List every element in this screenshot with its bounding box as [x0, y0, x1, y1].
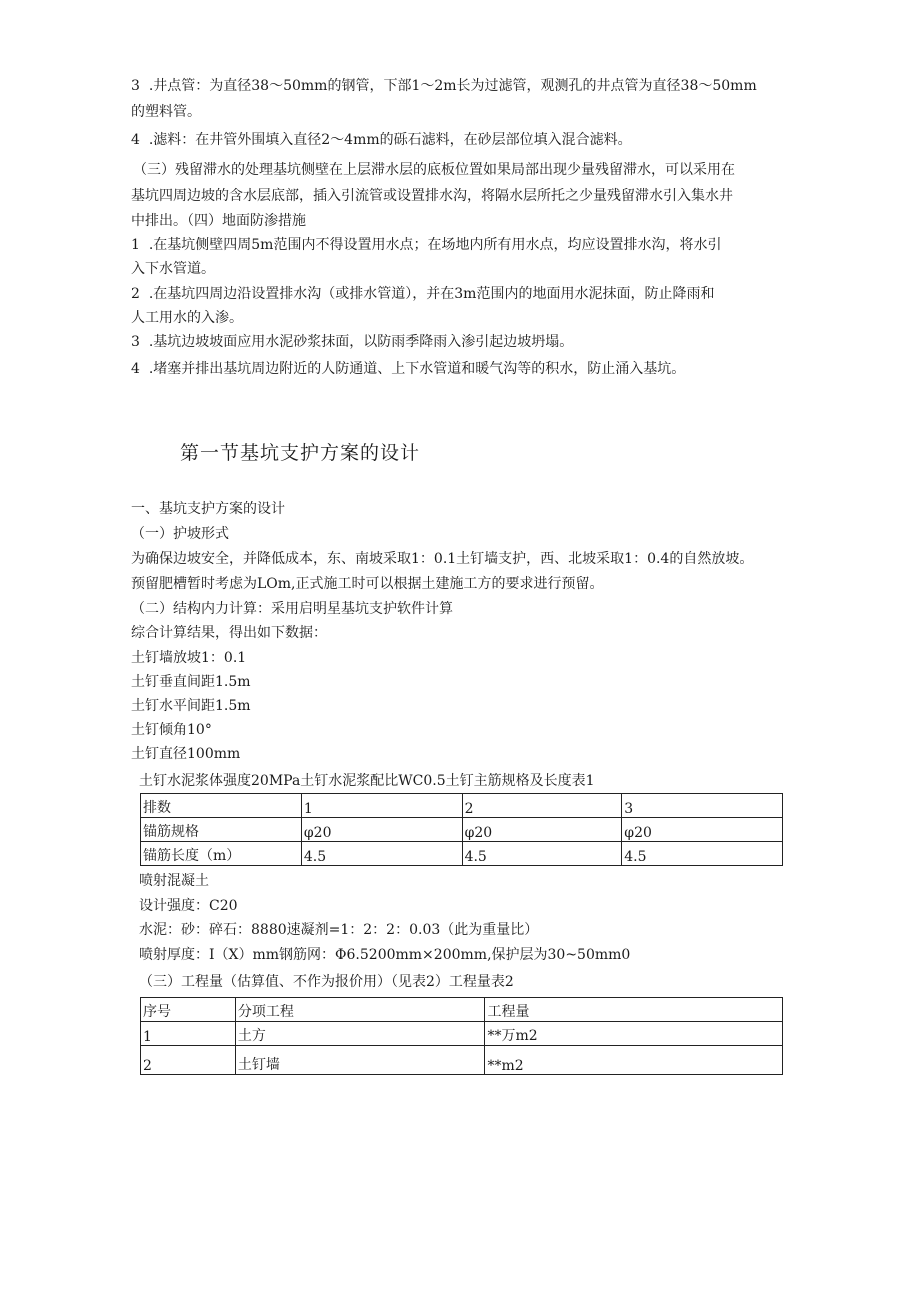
- item-3-line1: 3 .井点管：为直径38～50mm的钢管，下部1～2m长为过滤管，观测孔的井点管为直径38～50mm: [131, 78, 757, 94]
- table-row: [141, 818, 783, 842]
- table-row: [141, 794, 783, 818]
- table-cell: 分项工程: [235, 998, 485, 1022]
- item-3-line2: 的塑料管。: [131, 104, 201, 120]
- shotcrete-strength: 设计强度：C20: [139, 898, 238, 914]
- data-line-1: 土钉墙放坡1：0.1: [131, 650, 247, 666]
- table-cell: 2: [462, 794, 622, 818]
- calc-result-intro: 综合计算结果，得出如下数据：: [131, 625, 327, 641]
- table-cell: 4.5: [622, 842, 783, 866]
- table-row: [141, 1046, 783, 1075]
- table-cell: 工程量: [485, 998, 783, 1022]
- table-cell: 土方: [235, 1022, 485, 1046]
- table-cell: 土钉墙: [235, 1046, 485, 1075]
- measure-1-line2: 入下水管道。: [131, 261, 215, 277]
- table-row: [141, 842, 783, 866]
- measure-1-line1: 1 .在基坑侧壁四周5m范围内不得设置用水点；在场地内所有用水点，均应设置排水沟，将水引: [131, 237, 722, 253]
- table-cell: 2: [141, 1046, 236, 1075]
- item-4-line1: 4 .滤料：在井管外围填入直径2～4mm的砾石滤料，在砂层部位填入混合滤料。: [131, 132, 632, 148]
- table-cell: 4.5: [301, 842, 462, 866]
- shotcrete-thickness: 喷射厚度：I（X）mm钢筋网：Φ6.5200mm×200mm,保护层为30~50mm0: [139, 947, 631, 963]
- design-heading: 一、基坑支护方案的设计: [131, 501, 285, 517]
- data-line-5: 土钉直径100mm: [131, 746, 241, 762]
- slope-form-para1: 为确保边坡安全，并降低成本，东、南坡采取1：0.1土钉墙支护，西、北坡采取1：0.4的自然放坡。: [131, 551, 754, 567]
- anchor-spec-table: [140, 793, 783, 866]
- table-cell: **m2: [485, 1046, 783, 1075]
- residual-line1: （三）残留滞水的处理基坑侧壁在上层滞水层的底板位置如果局部出现少量残留滞水，可以采用在: [133, 162, 735, 178]
- measure-2-line2: 人工用水的入渗。: [131, 310, 243, 326]
- slope-form-heading: （一）护坡形式: [131, 526, 229, 542]
- table-cell: 排数: [141, 794, 302, 818]
- residual-line3: 中排出。（四）地面防渗措施: [131, 213, 306, 229]
- table-cell: **万m2: [485, 1022, 783, 1046]
- table-cell: φ20: [622, 818, 783, 842]
- data-line-2: 土钉垂直间距1.5m: [131, 674, 251, 690]
- quantity-heading: （三）工程量（估算值、不作为报价用）（见表2）工程量表2: [139, 974, 514, 990]
- measure-2-line1: 2 .在基坑四周边沿设置排水沟（或排水管道），并在3m范围内的地面用水泥抹面，防止降雨和: [131, 286, 715, 302]
- table-cell: φ20: [301, 818, 462, 842]
- table-cell: φ20: [462, 818, 622, 842]
- data-line-3: 土钉水平间距1.5m: [131, 698, 251, 714]
- table-cell: 4.5: [462, 842, 622, 866]
- slope-form-para2: 预留肥槽暂时考虑为LOm,正式施工时可以根据土建施工方的要求进行预留。: [131, 576, 604, 592]
- table-cell: 1: [301, 794, 462, 818]
- table-cell: 锚筋规格: [141, 818, 302, 842]
- measure-4-line1: 4 .堵塞并排出基坑周边附近的人防通道、上下水管道和暖气沟等的积水，防止涌入基坑。: [131, 361, 686, 377]
- table-row: [141, 998, 783, 1022]
- table1-caption: 土钉水泥浆体强度20MPa土钉水泥浆配比WC0.5土钉主筋规格及长度表1: [139, 773, 595, 789]
- quantity-table: [140, 997, 783, 1075]
- section-title: 第一节基坑支护方案的设计: [180, 442, 421, 464]
- table-cell: 锚筋长度（m）: [141, 842, 302, 866]
- residual-line2: 基坑四周边坡的含水层底部，插入引流管或设置排水沟，将隔水层所托之少量残留滞水引入集水井: [131, 188, 733, 204]
- measure-3-line1: 3 .基坑边坡坡面应用水泥砂浆抹面，以防雨季降雨入渗引起边坡坍塌。: [131, 334, 574, 350]
- table-cell: 序号: [141, 998, 236, 1022]
- structure-calc-heading: （二）结构内力计算：采用启明星基坑支护软件计算: [131, 601, 453, 617]
- table-cell: 1: [141, 1022, 236, 1046]
- shotcrete-mix: 水泥：砂：碎石：8880速凝剂=1：2：2：0.03（此为重量比）: [139, 922, 539, 938]
- shotcrete-heading: 喷射混凝土: [139, 873, 209, 889]
- table-row: [141, 1022, 783, 1046]
- data-line-4: 土钉倾角10°: [131, 722, 212, 738]
- table-cell: 3: [622, 794, 783, 818]
